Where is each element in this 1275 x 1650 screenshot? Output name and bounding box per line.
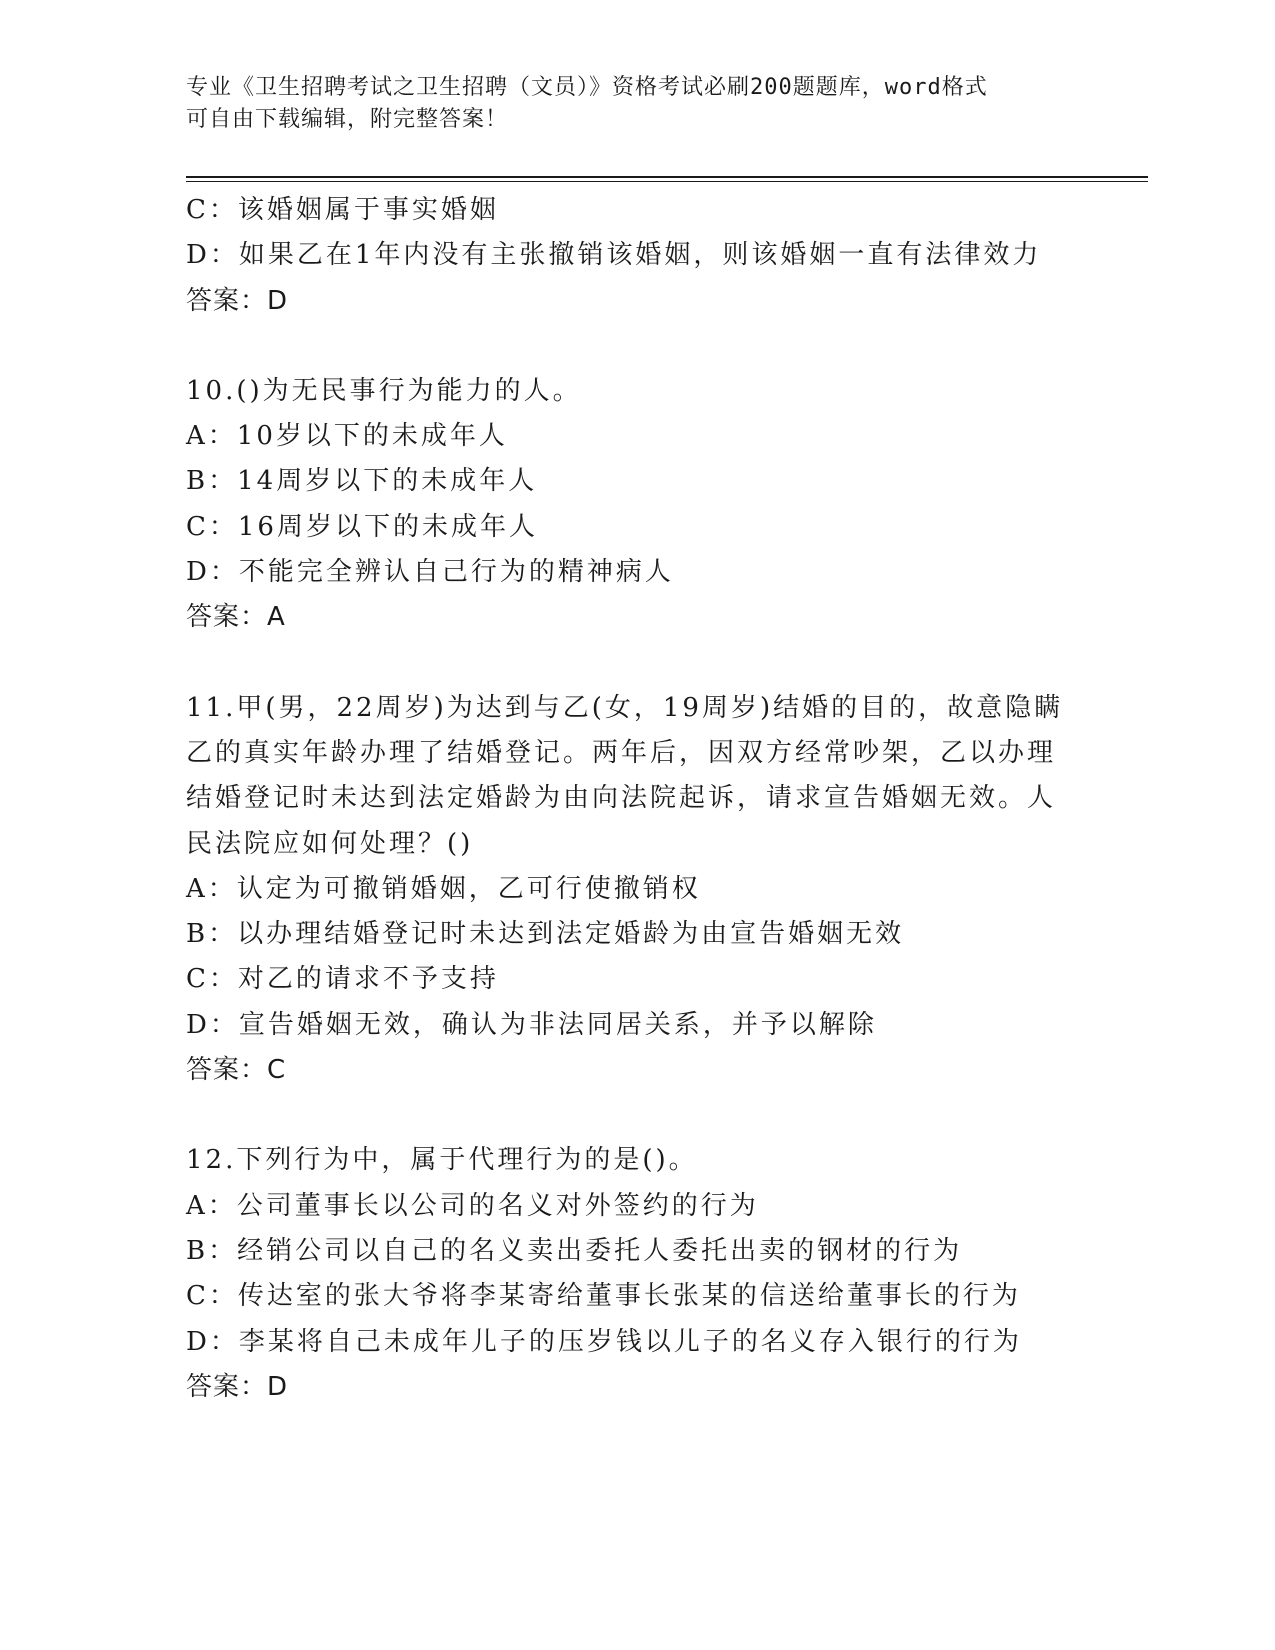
answer-line: 答案：D <box>186 285 289 316</box>
question-stem: 10.()为无民事行为能力的人。 <box>186 375 582 406</box>
option-c: C：对乙的请求不予支持 <box>186 964 499 995</box>
header-divider-thin <box>186 181 1148 182</box>
header-line-2: 可自由下载编辑，附完整答案！ <box>186 107 509 132</box>
question-list <box>186 188 1086 1410</box>
option-d: D：如果乙在1年内没有主张撤销该婚姻，则该婚姻一直有法律效力 <box>186 240 1042 271</box>
question-stem: 12.下列行为中，属于代理行为的是()。 <box>186 1145 698 1176</box>
document-header <box>186 72 1066 136</box>
option-a: A：公司董事长以公司的名义对外签约的行为 <box>186 1190 759 1221</box>
option-a: A：认定为可撤销婚姻，乙可行使撤销权 <box>186 873 701 904</box>
answer-line: 答案：A <box>186 602 286 633</box>
question-stem-line: 民法院应如何处理？() <box>186 828 474 859</box>
option-b: B：14周岁以下的未成年人 <box>186 466 538 497</box>
header-divider-thick <box>186 176 1148 178</box>
answer-line: 答案：D <box>186 1371 289 1402</box>
question-12 <box>186 1138 1086 1410</box>
option-d: D：李某将自己未成年儿子的压岁钱以儿子的名义存入银行的行为 <box>186 1326 1022 1357</box>
header-line-1: 专业《卫生招聘考试之卫生招聘（文员）》资格考试必刷200题题库，word格式 <box>186 75 988 100</box>
question-10 <box>186 369 1086 641</box>
option-c: C：该婚姻属于事实婚姻 <box>186 195 499 225</box>
option-b: B：以办理结婚登记时未达到法定婚龄为由宣告婚姻无效 <box>186 919 905 950</box>
question-stem-line: 11.甲(男，22周岁)为达到与乙(女，19周岁)结婚的目的，故意隐瞒 <box>186 692 1064 723</box>
option-d: D：不能完全辨认自己行为的精神病人 <box>186 557 674 588</box>
question-11 <box>186 686 1086 1094</box>
option-d: D：宣告婚姻无效，确认为非法同居关系，并予以解除 <box>186 1009 877 1040</box>
option-c: C：传达室的张大爷将李某寄给董事长张某的信送给董事长的行为 <box>186 1281 1021 1312</box>
option-b: B：经销公司以自己的名义卖出委托人委托出卖的钢材的行为 <box>186 1235 963 1266</box>
question-9-tail <box>186 188 1086 324</box>
question-stem-line: 乙的真实年龄办理了结婚登记。两年后，因双方经常吵架，乙以办理 <box>186 737 1057 768</box>
question-stem-line: 结婚登记时未达到法定婚龄为由向法院起诉，请求宣告婚姻无效。人 <box>186 783 1057 814</box>
answer-line: 答案：C <box>186 1055 287 1086</box>
option-c: C：16周岁以下的未成年人 <box>186 511 538 542</box>
option-a: A：10岁以下的未成年人 <box>186 421 508 452</box>
